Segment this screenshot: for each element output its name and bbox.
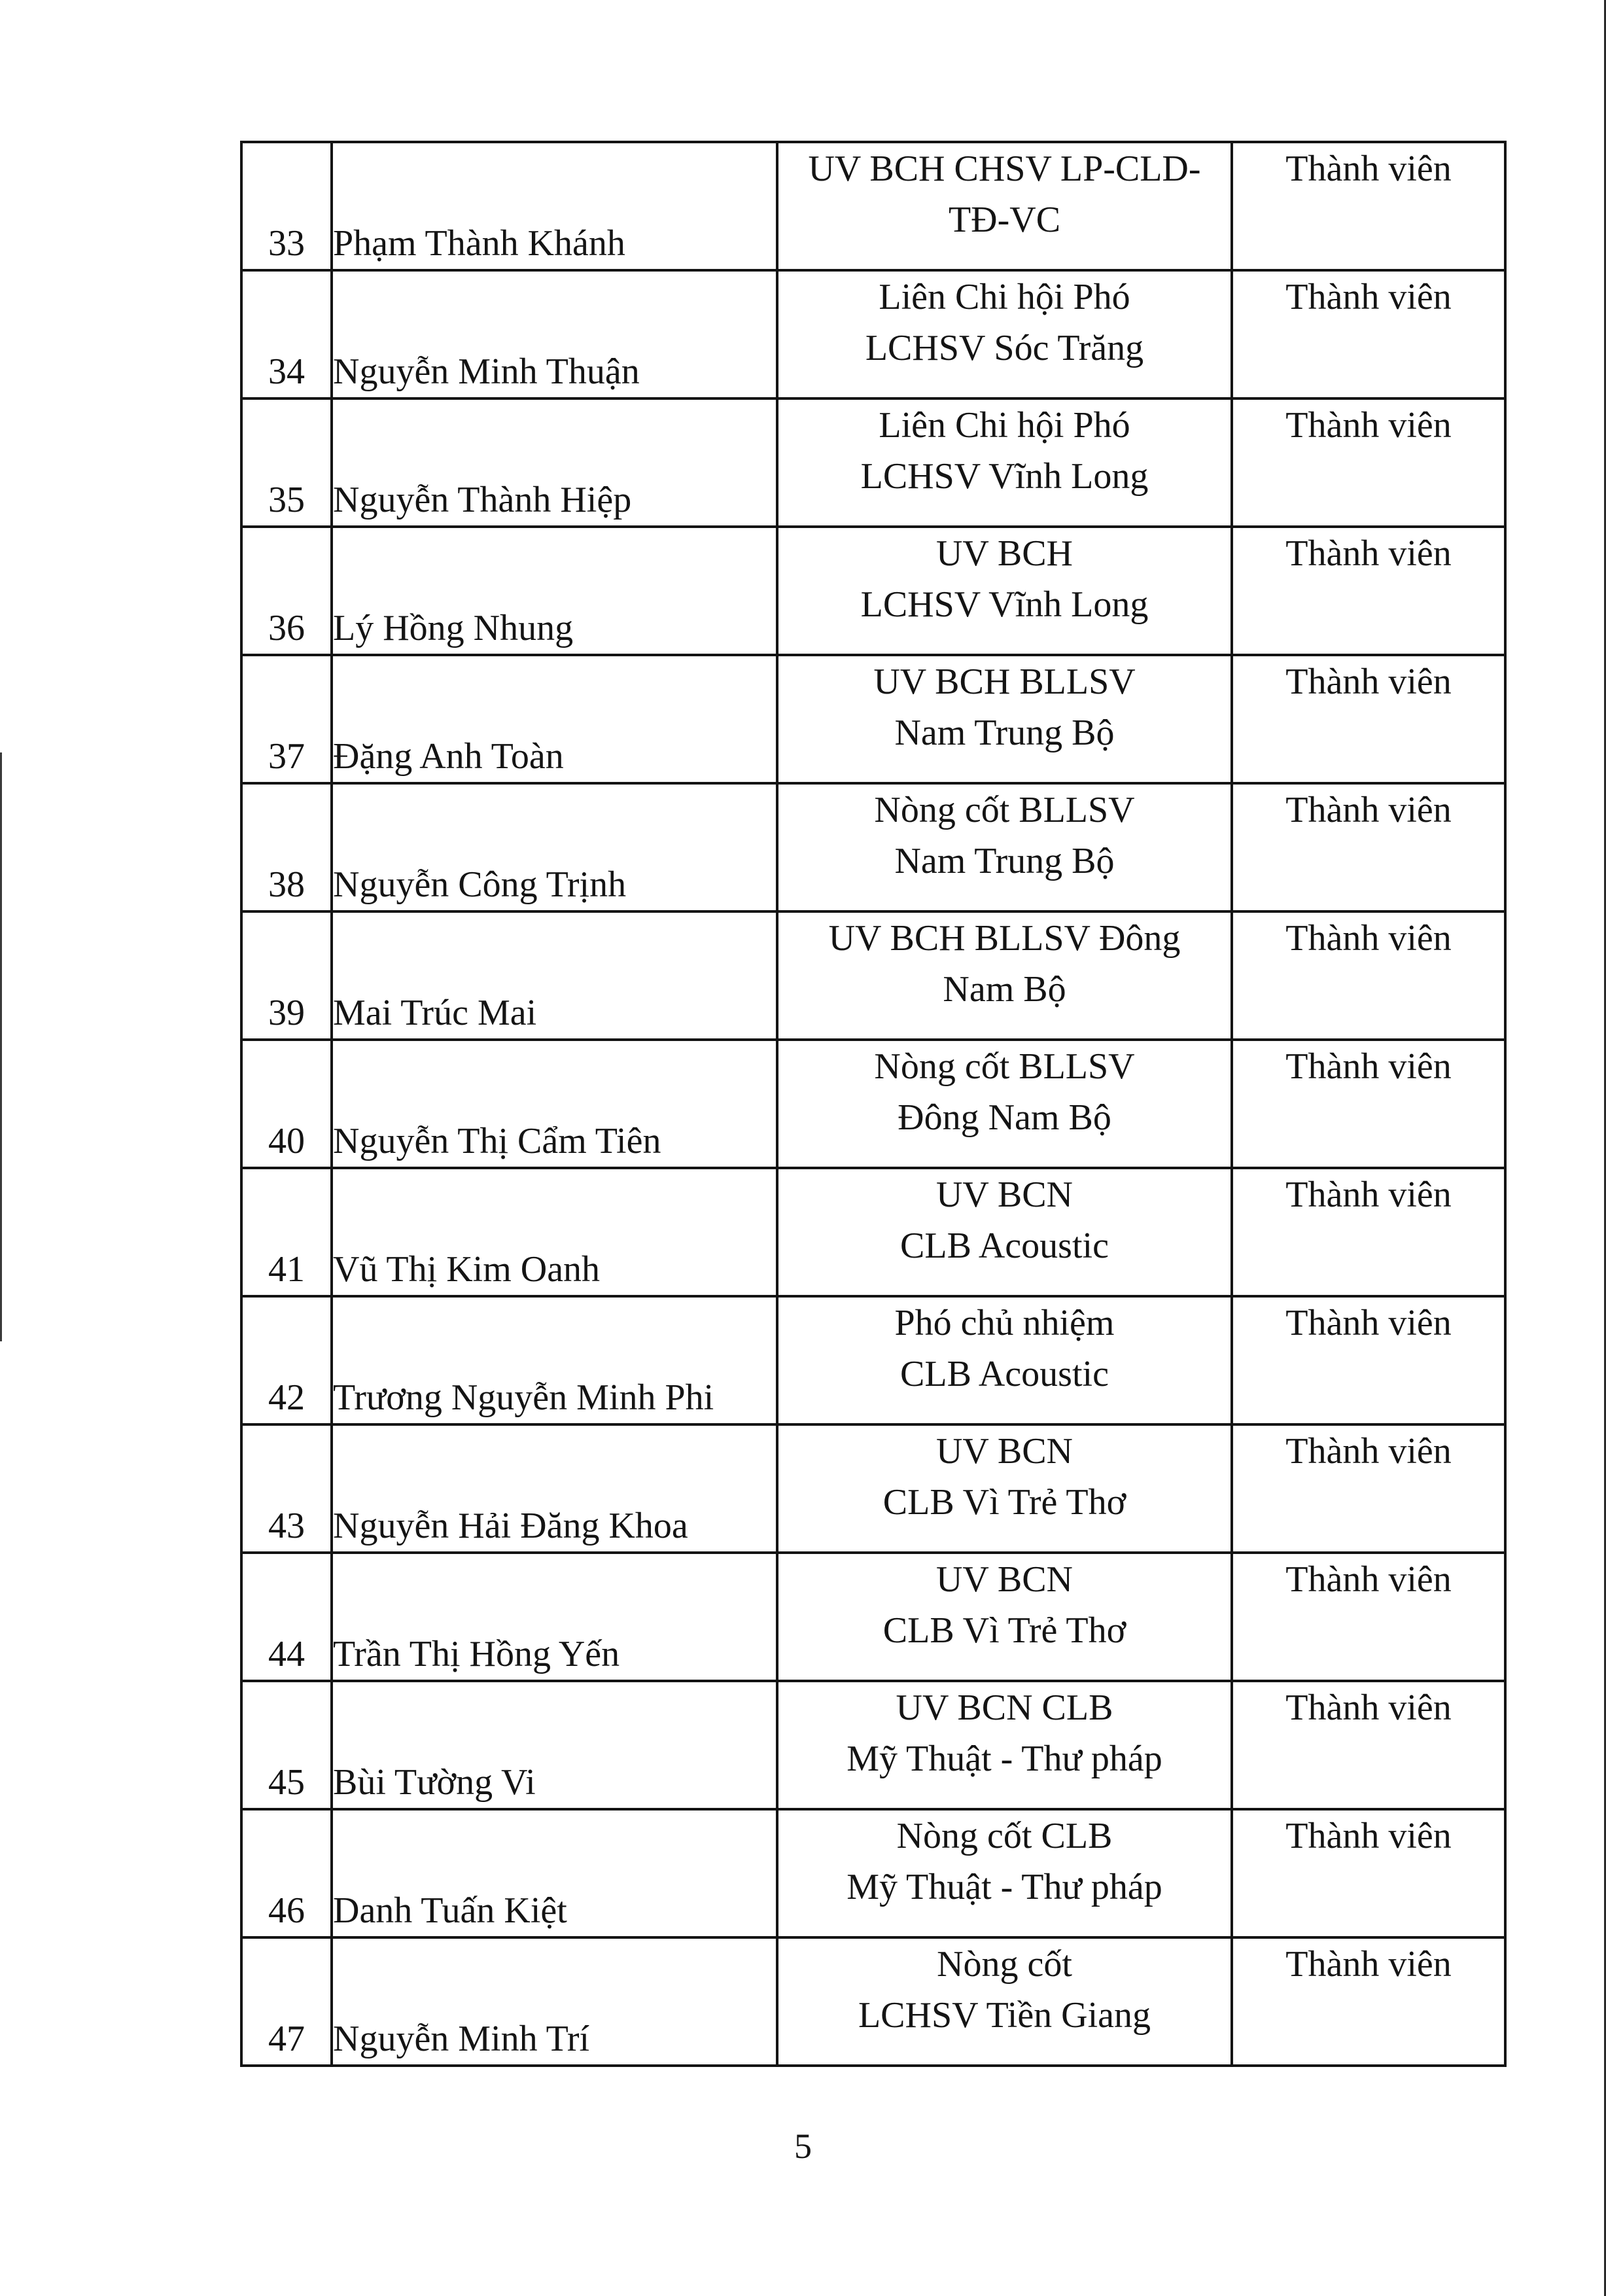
position-line: CLB Acoustic: [900, 1226, 1109, 1266]
member-role: Thành viên: [1232, 142, 1505, 270]
member-position: [777, 1424, 1232, 1553]
position-line: UV BCN: [935, 1174, 1073, 1215]
position-line: LCHSV Sóc Trăng: [865, 328, 1144, 368]
row-number: 39: [241, 911, 332, 1040]
member-position: [777, 1168, 1232, 1296]
member-name: Nguyễn Minh Thuận: [332, 270, 777, 398]
row-number: 40: [241, 1040, 332, 1168]
position-line: CLB Vì Trẻ Thơ: [882, 1610, 1126, 1651]
position-line: CLB Acoustic: [900, 1354, 1109, 1394]
position-line: Nòng cốt: [937, 1944, 1072, 1985]
table-row: [241, 1040, 1505, 1168]
member-name: Vũ Thị Kim Oanh: [332, 1168, 777, 1296]
table-row: [241, 1681, 1505, 1809]
scan-edge-left: [0, 752, 2, 1341]
position-line: Liên Chi hội Phó: [879, 405, 1130, 446]
position-line: Đông Nam Bộ: [898, 1097, 1111, 1138]
member-name: Trần Thị Hồng Yến: [332, 1553, 777, 1681]
position-line: UV BCH BLLSV Đông: [828, 918, 1181, 959]
row-number: 42: [241, 1296, 332, 1424]
position-line: Mỹ Thuật - Thư pháp: [847, 1739, 1162, 1779]
member-position: [777, 398, 1232, 527]
member-role: Thành viên: [1232, 1681, 1505, 1809]
position-line: UV BCH CHSV LP-CLD-: [808, 149, 1201, 189]
member-position: [777, 1553, 1232, 1681]
row-number: 34: [241, 270, 332, 398]
member-name: Nguyễn Minh Trí: [332, 1937, 777, 2066]
member-name: Lý Hồng Nhung: [332, 527, 777, 655]
position-line: UV BCH: [935, 533, 1073, 574]
position-line: Nam Trung Bộ: [894, 841, 1115, 881]
position-line: UV BCN CLB: [896, 1687, 1113, 1728]
table-row: [241, 398, 1505, 527]
position-line: Liên Chi hội Phó: [879, 277, 1130, 317]
member-role: Thành viên: [1232, 1040, 1505, 1168]
row-number: 45: [241, 1681, 332, 1809]
position-line: Nam Bộ: [943, 969, 1066, 1010]
member-role: Thành viên: [1232, 1296, 1505, 1424]
member-position: [777, 783, 1232, 911]
member-name: Nguyễn Hải Đăng Khoa: [332, 1424, 777, 1553]
row-number: 44: [241, 1553, 332, 1681]
member-role: Thành viên: [1232, 527, 1505, 655]
member-role: Thành viên: [1232, 1937, 1505, 2066]
table-row: [241, 1553, 1505, 1681]
position-line: Mỹ Thuật - Thư pháp: [847, 1867, 1162, 1907]
row-number: 46: [241, 1809, 332, 1937]
member-name: Trương Nguyễn Minh Phi: [332, 1296, 777, 1424]
position-line: Nam Trung Bộ: [894, 713, 1115, 753]
position-line: Nòng cốt BLLSV: [874, 1046, 1135, 1087]
table-row: [241, 1296, 1505, 1424]
position-line: UV BCH BLLSV: [873, 662, 1136, 702]
member-position: [777, 527, 1232, 655]
member-name: Đặng Anh Toàn: [332, 655, 777, 783]
member-role: Thành viên: [1232, 1424, 1505, 1553]
member-role: Thành viên: [1232, 1168, 1505, 1296]
member-position: [777, 1040, 1232, 1168]
member-table: [240, 141, 1507, 2067]
member-role: Thành viên: [1232, 1809, 1505, 1937]
row-number: 36: [241, 527, 332, 655]
row-number: 47: [241, 1937, 332, 2066]
member-position: [777, 142, 1232, 270]
member-role: Thành viên: [1232, 783, 1505, 911]
table-row: [241, 1424, 1505, 1553]
member-table-body: [241, 142, 1505, 2066]
row-number: 33: [241, 142, 332, 270]
member-position: [777, 1681, 1232, 1809]
position-line: Nòng cốt BLLSV: [874, 790, 1135, 830]
page-number: 5: [794, 2127, 812, 2166]
row-number: 41: [241, 1168, 332, 1296]
member-position: [777, 655, 1232, 783]
table-row: [241, 655, 1505, 783]
member-position: [777, 1296, 1232, 1424]
member-name: Phạm Thành Khánh: [332, 142, 777, 270]
position-line: UV BCN: [935, 1431, 1073, 1472]
member-role: Thành viên: [1232, 398, 1505, 527]
table-row: [241, 142, 1505, 270]
table-row: [241, 270, 1505, 398]
member-name: Nguyễn Công Trịnh: [332, 783, 777, 911]
table-row: [241, 1937, 1505, 2066]
row-number: 38: [241, 783, 332, 911]
member-role: Thành viên: [1232, 270, 1505, 398]
position-line: CLB Vì Trẻ Thơ: [882, 1482, 1126, 1523]
position-line: LCHSV Tiền Giang: [858, 1995, 1151, 2036]
member-position: [777, 1937, 1232, 2066]
member-name: Nguyễn Thành Hiệp: [332, 398, 777, 527]
row-number: 37: [241, 655, 332, 783]
table-row: [241, 1809, 1505, 1937]
member-role: Thành viên: [1232, 911, 1505, 1040]
row-number: 35: [241, 398, 332, 527]
member-role: Thành viên: [1232, 1553, 1505, 1681]
member-position: [777, 911, 1232, 1040]
table-row: [241, 527, 1505, 655]
member-position: [777, 270, 1232, 398]
position-line: Phó chủ nhiệm: [894, 1303, 1115, 1343]
table-row: [241, 911, 1505, 1040]
member-name: Bùi Tường Vi: [332, 1681, 777, 1809]
table-row: [241, 1168, 1505, 1296]
position-line: LCHSV Vĩnh Long: [860, 456, 1149, 497]
row-number: 43: [241, 1424, 332, 1553]
member-name: Nguyễn Thị Cẩm Tiên: [332, 1040, 777, 1168]
position-line: Nòng cốt CLB: [896, 1816, 1113, 1856]
position-line: UV BCN: [935, 1559, 1073, 1600]
member-name: Mai Trúc Mai: [332, 911, 777, 1040]
position-line: LCHSV Vĩnh Long: [860, 584, 1149, 625]
member-position: [777, 1809, 1232, 1937]
member-role: Thành viên: [1232, 655, 1505, 783]
table-row: [241, 783, 1505, 911]
position-line: TĐ-VC: [948, 200, 1061, 240]
member-name: Danh Tuấn Kiệt: [332, 1809, 777, 1937]
